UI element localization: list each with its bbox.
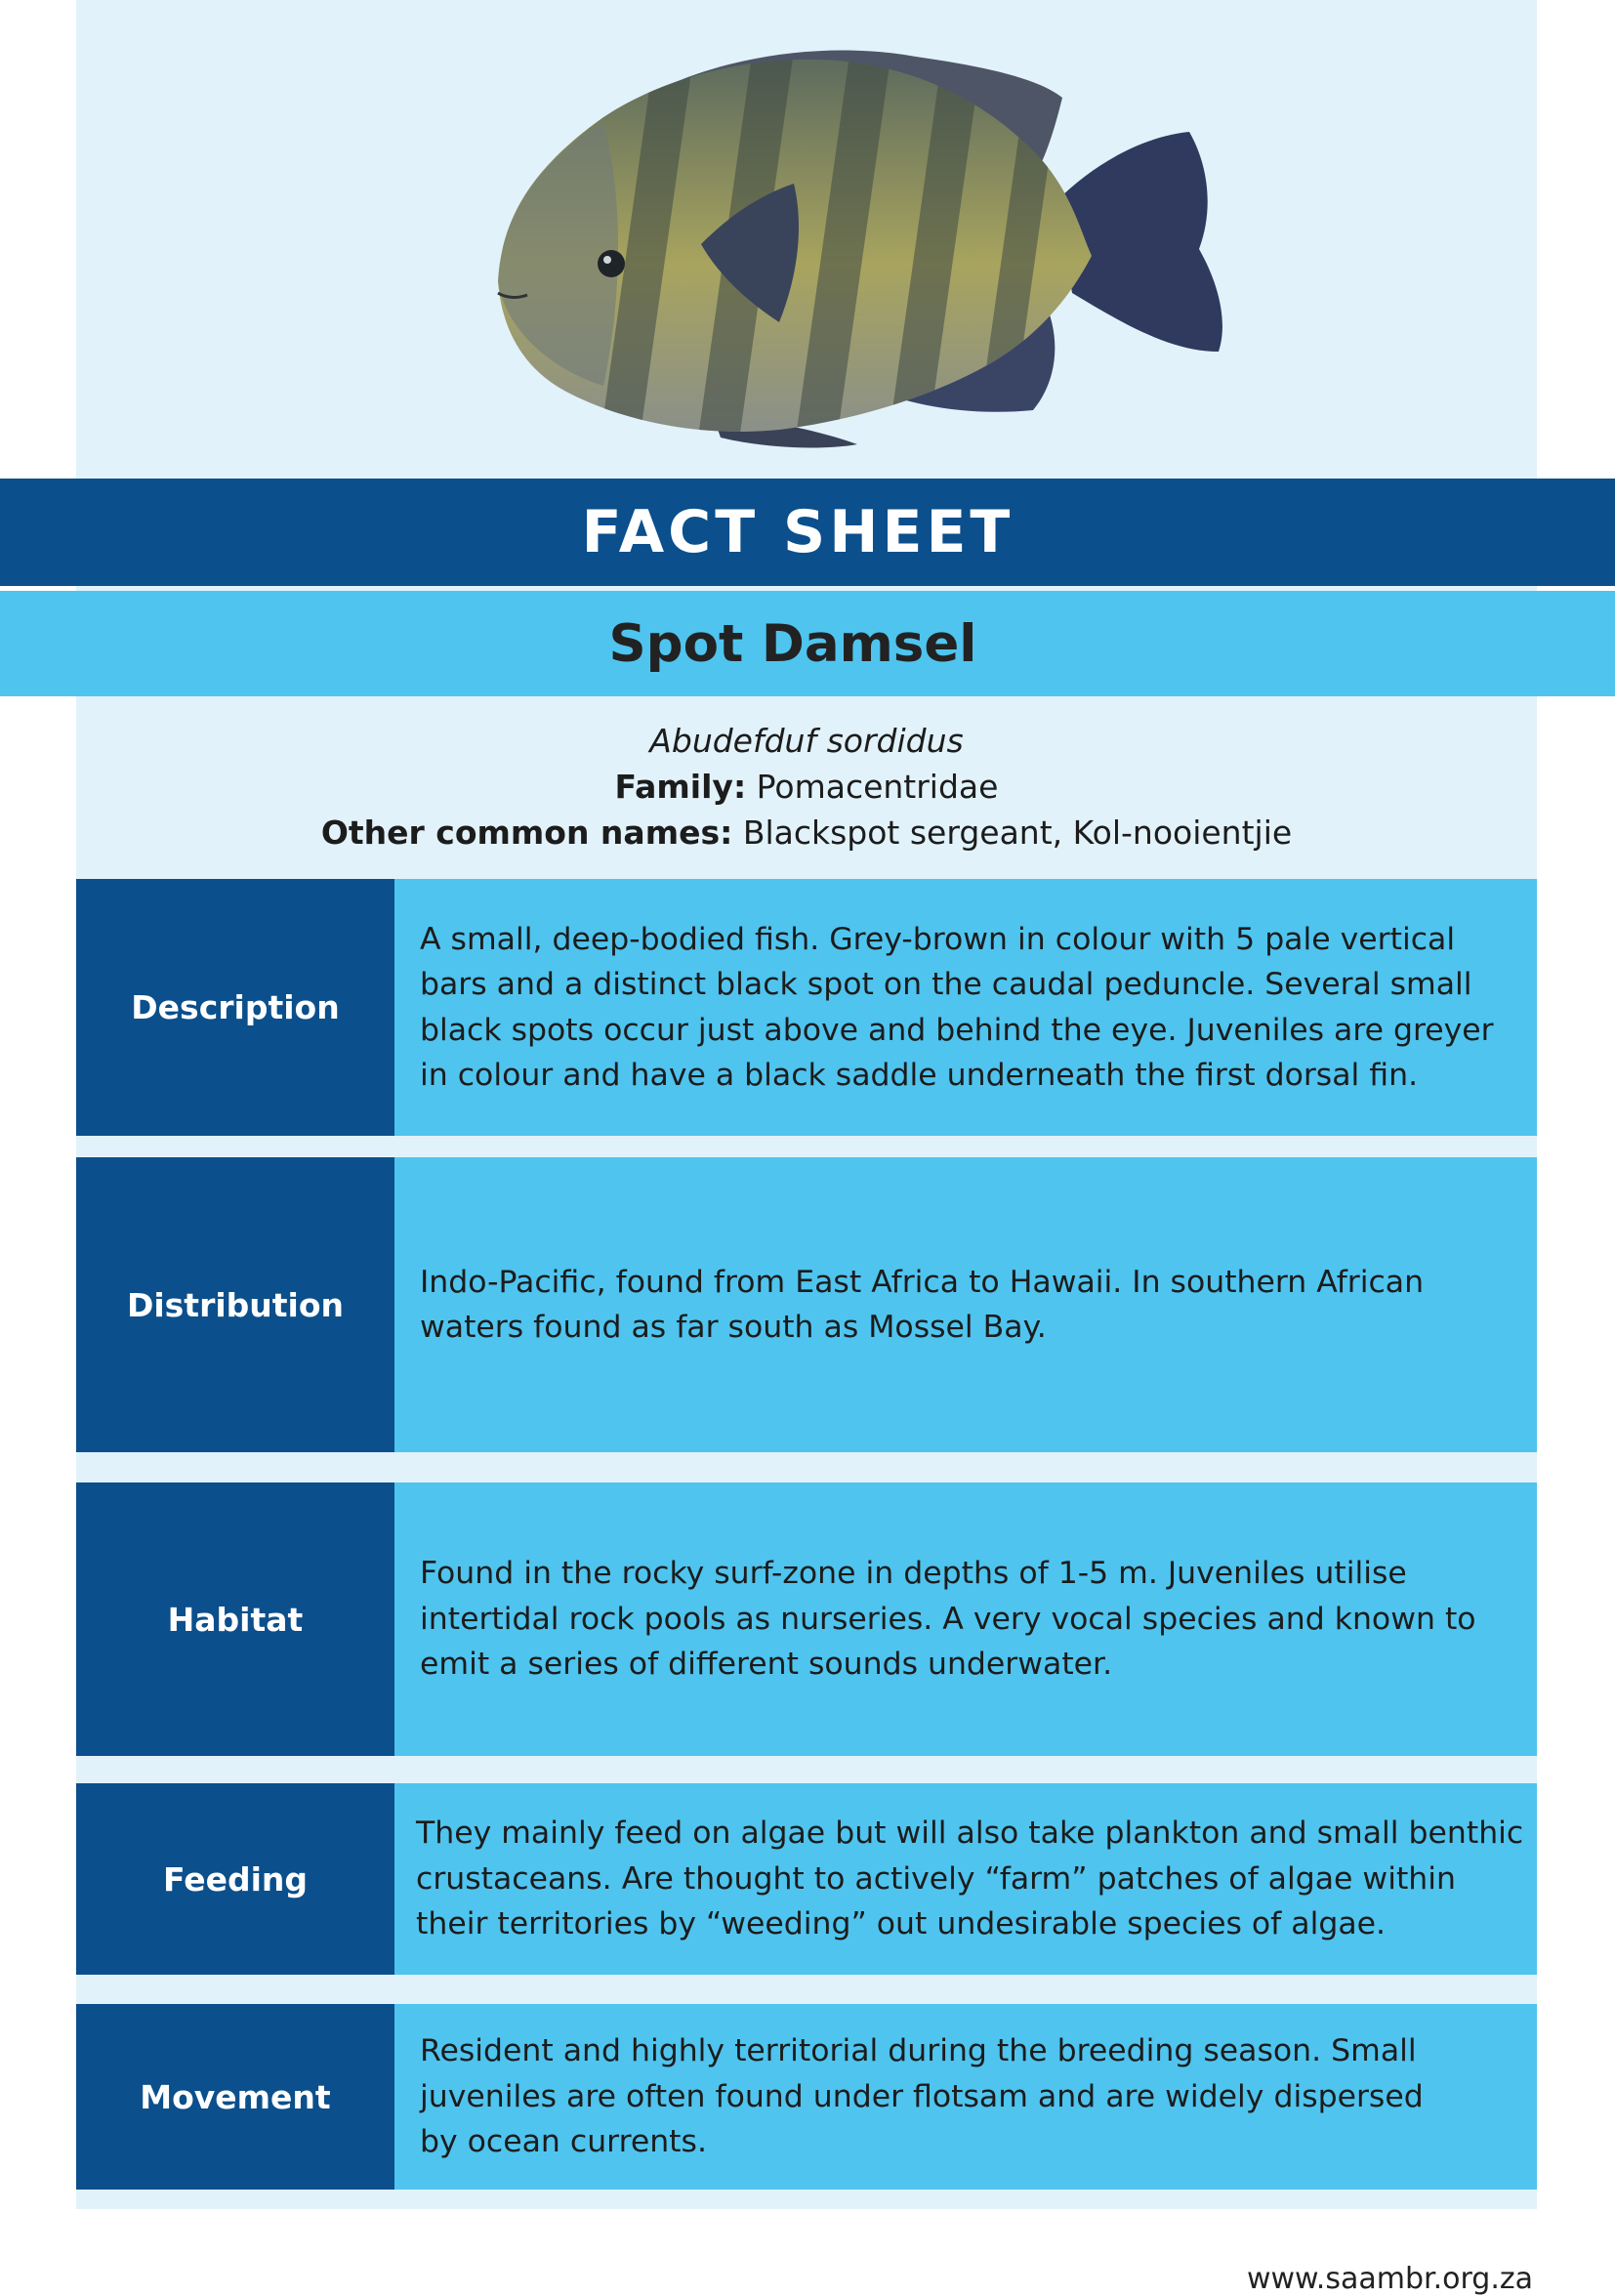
section-movement (76, 2004, 1537, 2190)
species-common-name: Spot Damsel (608, 613, 977, 674)
section-text: Resident and highly territorial during the breeding season. Small juveniles are often found under flotsam and are widely dispersed by ocean currents. (394, 2004, 1537, 2190)
fish-photo (76, 0, 1537, 479)
section-distribution (76, 1157, 1537, 1452)
section-text: They mainly feed on algae but will also take plankton and small benthic crustaceans. Are thought to actively “farm” patches of algae within their territories by “weeding” out undesirable species of algae. (394, 1783, 1537, 1975)
section-feeding (76, 1783, 1537, 1975)
scientific-name: Abudefduf sordidus (649, 722, 964, 760)
section-text: A small, deep-bodied fish. Grey-brown in colour with 5 pale vertical bars and a distinct black spot on the caudal peduncle. Several small black spots occur just above and behind the eye. Juveniles are greyer in colour and have a black saddle underneath the first dorsal fin. (394, 879, 1537, 1136)
banner-title: FACT SHEET (581, 498, 1015, 566)
section-text: Indo-Pacific, found from East Africa to Hawaii. In southern African waters found as far south as Mossel Bay. (394, 1157, 1537, 1452)
section-description (76, 879, 1537, 1136)
fact-sheet-banner (0, 479, 1615, 586)
other-names-label: Other common names: (320, 814, 733, 852)
family-value: Pomacentridae (756, 768, 999, 806)
species-meta (76, 718, 1537, 856)
other-names-value: Blackspot sergeant, Kol-nooientjie (742, 814, 1293, 852)
section-text: Found in the rocky surf-zone in depths of 1-5 m. Juveniles utilise intertidal rock pools as nurseries. A very vocal species and known to emit a series of different sounds underwater. (394, 1482, 1537, 1756)
family-label: Family: (614, 768, 747, 806)
website-link[interactable]: www.saambr.org.za (1246, 2262, 1533, 2296)
section-label: Feeding (76, 1783, 394, 1975)
section-label: Description (76, 879, 394, 1136)
species-title-bar (0, 591, 1615, 696)
fish-eye (598, 250, 625, 277)
section-label: Habitat (76, 1482, 394, 1756)
section-label: Distribution (76, 1157, 394, 1452)
section-habitat (76, 1482, 1537, 1756)
section-label: Movement (76, 2004, 394, 2190)
family-line (76, 764, 1537, 810)
other-names-line (76, 810, 1537, 856)
